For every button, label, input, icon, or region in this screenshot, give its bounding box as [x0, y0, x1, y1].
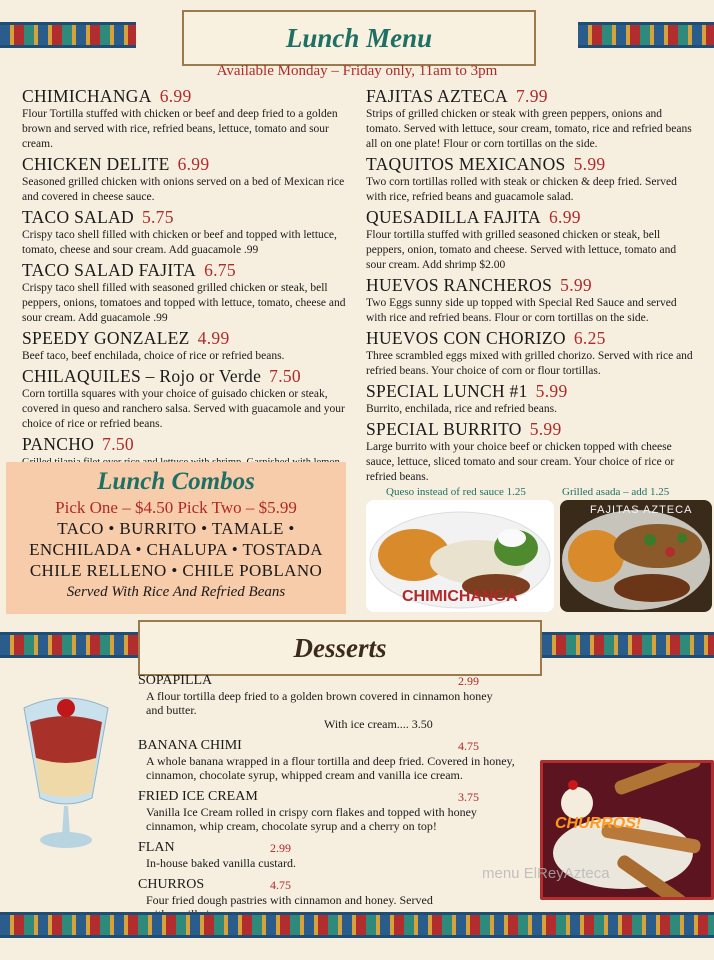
dessert-extra: With ice cream.... 3.50	[324, 717, 433, 731]
dessert-item	[138, 737, 538, 782]
dessert-name: CHURROS	[138, 877, 205, 892]
dessert-name: SOPAPILLA	[138, 673, 213, 688]
item-price: 6.75	[204, 260, 236, 280]
item-description: Beef taco, beef enchilada, choice of rice or refried beans.	[22, 350, 285, 362]
combos-pricing: Pick One – $4.50 Pick Two – $5.99	[55, 498, 297, 517]
item-name: CHIMICHANGA	[22, 86, 152, 106]
desserts-list	[138, 672, 538, 927]
dessert-description: Four fried dough pastries with cinnamon and honey. Served	[146, 893, 433, 907]
item-description: Strips of grilled chicken or steak with green peppers, onions and tomato. Served with lettuce, sour cream, tomato, rice and refried beans all on one plate! Flour or corn tortillas on the side.	[366, 108, 692, 150]
combos-line: CHILE RELLENO • CHILE POBLANO	[29, 561, 323, 580]
dessert-description: Vanilla Ice Cream rolled in crispy corn flakes and topped with honey cinnamon, whip cream, chocolate syrup and a cherry on top!	[146, 805, 477, 833]
menu-item	[22, 154, 352, 205]
item-name: HUEVOS CON CHORIZO	[366, 328, 566, 348]
menu-item	[22, 328, 352, 364]
item-price: 5.75	[141, 207, 174, 227]
lunch-menu-title: Lunch Menu	[182, 10, 536, 66]
item-description: Two corn tortillas rolled with steak or chicken & deep fried. Served with rice, refried beans and guacamole salad.	[366, 176, 677, 203]
item-description: Corn tortilla squares with your choice of guisado chicken or steak, covered in queso and ranchero salsa. Served with guacamole and your choice of rice or refried beans.	[22, 388, 345, 430]
photo-caption-chimichanga: Queso instead of red sauce 1.25	[386, 486, 526, 498]
dessert-description: A flour tortilla deep fried to a golden brown covered in cinnamon honey and butter.	[146, 689, 493, 717]
fajitas-plate-image	[560, 500, 712, 612]
bottom-decorative-band	[0, 912, 714, 938]
menu-item	[22, 366, 352, 432]
menu-item	[366, 154, 696, 205]
sundae-glass-icon	[16, 688, 116, 858]
combos-line: TACO • BURRITO • TAMALE •	[57, 519, 295, 538]
item-name: TAQUITOS MEXICANOS	[366, 154, 566, 174]
item-description: Crispy taco shell filled with chicken or beef and topped with lettuce, tomato, cheese and sour cream. Add guacamole .99	[22, 229, 337, 256]
desserts-title: Desserts	[138, 620, 542, 676]
photo-caption-fajitas: Grilled asada – add 1.25	[562, 486, 670, 498]
combos-line: ENCHILADA • CHALUPA • TOSTADA	[29, 540, 323, 559]
fajitas-photo-label: FAJITAS AZTECA	[590, 504, 693, 516]
menu-item	[366, 86, 696, 152]
dessert-price: 3.75	[458, 790, 479, 804]
dessert-price: 2.99	[270, 841, 291, 855]
item-price: 6.99	[548, 207, 581, 227]
item-name: SPEEDY GONZALEZ	[22, 328, 190, 348]
item-price: 4.99	[197, 328, 230, 348]
item-name: QUESADILLA FAJITA	[366, 207, 541, 227]
menu-item	[22, 260, 352, 326]
item-name: HUEVOS RANCHEROS	[366, 275, 553, 295]
menu-item	[366, 275, 696, 326]
item-description: Burrito, enchilada, rice and refried beans.	[366, 403, 557, 415]
item-description: Flour tortilla stuffed with grilled seasoned chicken or steak, bell peppers, onion, tomato and cheese. Served with lettuce, tomato and sour cream. Add shrimp $2.00	[366, 229, 677, 271]
item-name: SPECIAL BURRITO	[366, 419, 522, 439]
lunch-combos-box	[6, 462, 346, 614]
item-description: Crispy taco shell filled with seasoned grilled chicken or steak, bell peppers, onions, tomatoes and topped with lettuce, tomato, cheese and sour cream. Add guacamole .99	[22, 282, 346, 324]
dessert-description: A whole banana wrapped in a flour tortilla and deep fried. Covered in honey, cinnamon, chocolate syrup, whipped cream and vanilla ice cream.	[146, 754, 515, 782]
item-price: 5.99	[529, 419, 562, 439]
item-description: Large burrito with your choice beef or chicken topped with cheese sauce, lettuce, sliced tomato and sour cream. Your choice of rice or refried beans.	[366, 441, 675, 483]
item-name: SPECIAL LUNCH #1	[366, 381, 528, 401]
item-name: PANCHO	[22, 434, 95, 454]
item-price: 7.50	[102, 434, 134, 454]
menu-item	[366, 419, 696, 485]
availability-note: Available Monday – Friday only, 11am to 3pm	[216, 63, 498, 79]
chimichanga-photo	[366, 500, 554, 612]
menu-item	[366, 381, 696, 417]
item-price: 5.99	[560, 275, 592, 295]
item-price: 7.50	[269, 366, 301, 386]
item-description: Two Eggs sunny side up topped with Special Red Sauce and served with rice and refried beans. Flour or corn tortillas on the side.	[366, 297, 677, 324]
combos-served-note: Served With Rice And Refried Beans	[66, 584, 286, 600]
item-price: 5.99	[535, 381, 568, 401]
item-name: CHILAQUILES – Rojo or Verde	[22, 366, 262, 386]
dessert-price: 4.75	[458, 739, 479, 753]
sundae-image	[16, 688, 116, 858]
item-name: FAJITAS AZTECA	[366, 86, 508, 106]
menu-item	[22, 207, 352, 258]
dessert-description: In-house baked vanilla custard.	[146, 856, 296, 870]
item-price: 5.99	[573, 154, 606, 174]
item-description: Flour Tortilla stuffed with chicken or beef and deep fried to a golden brown and served with rice, refried beans, lettuce, tomato and sour cream.	[22, 108, 338, 150]
lunch-right-column	[366, 86, 696, 487]
menu-item	[22, 86, 352, 152]
fajitas-photo	[560, 500, 712, 612]
dessert-item	[138, 788, 538, 833]
combos-title: Lunch Combos	[97, 468, 255, 495]
dessert-price: 2.99	[458, 674, 479, 688]
item-price: 7.99	[516, 86, 548, 106]
menu-item	[366, 207, 696, 273]
item-price: 6.99	[159, 86, 192, 106]
watermark: menu ElReyAzteca	[482, 865, 610, 882]
item-name: TACO SALAD FAJITA	[22, 260, 197, 280]
item-name: TACO SALAD	[22, 207, 134, 227]
item-description: Three scrambled eggs mixed with grilled chorizo. Served with rice and refried beans. Your choice of corn or flour tortillas.	[366, 350, 693, 377]
item-description: Seasoned grilled chicken with onions served on a bed of Mexican rice and covered in cheese sauce.	[22, 176, 345, 203]
item-price: 6.99	[177, 154, 210, 174]
churros-photo-label: CHURROS!	[555, 815, 642, 832]
lunch-left-column	[22, 86, 352, 472]
item-name: CHICKEN DELITE	[22, 154, 170, 174]
dessert-name: FLAN	[138, 840, 175, 855]
chimichanga-photo-label: CHIMICHANGA	[402, 588, 518, 605]
dessert-price: 4.75	[270, 878, 291, 892]
dessert-name: FRIED ICE CREAM	[138, 789, 258, 804]
item-price: 6.25	[573, 328, 606, 348]
menu-item	[366, 328, 696, 379]
dessert-item	[138, 839, 538, 870]
dessert-item	[138, 672, 538, 731]
dessert-name: BANANA CHIMI	[138, 738, 242, 753]
